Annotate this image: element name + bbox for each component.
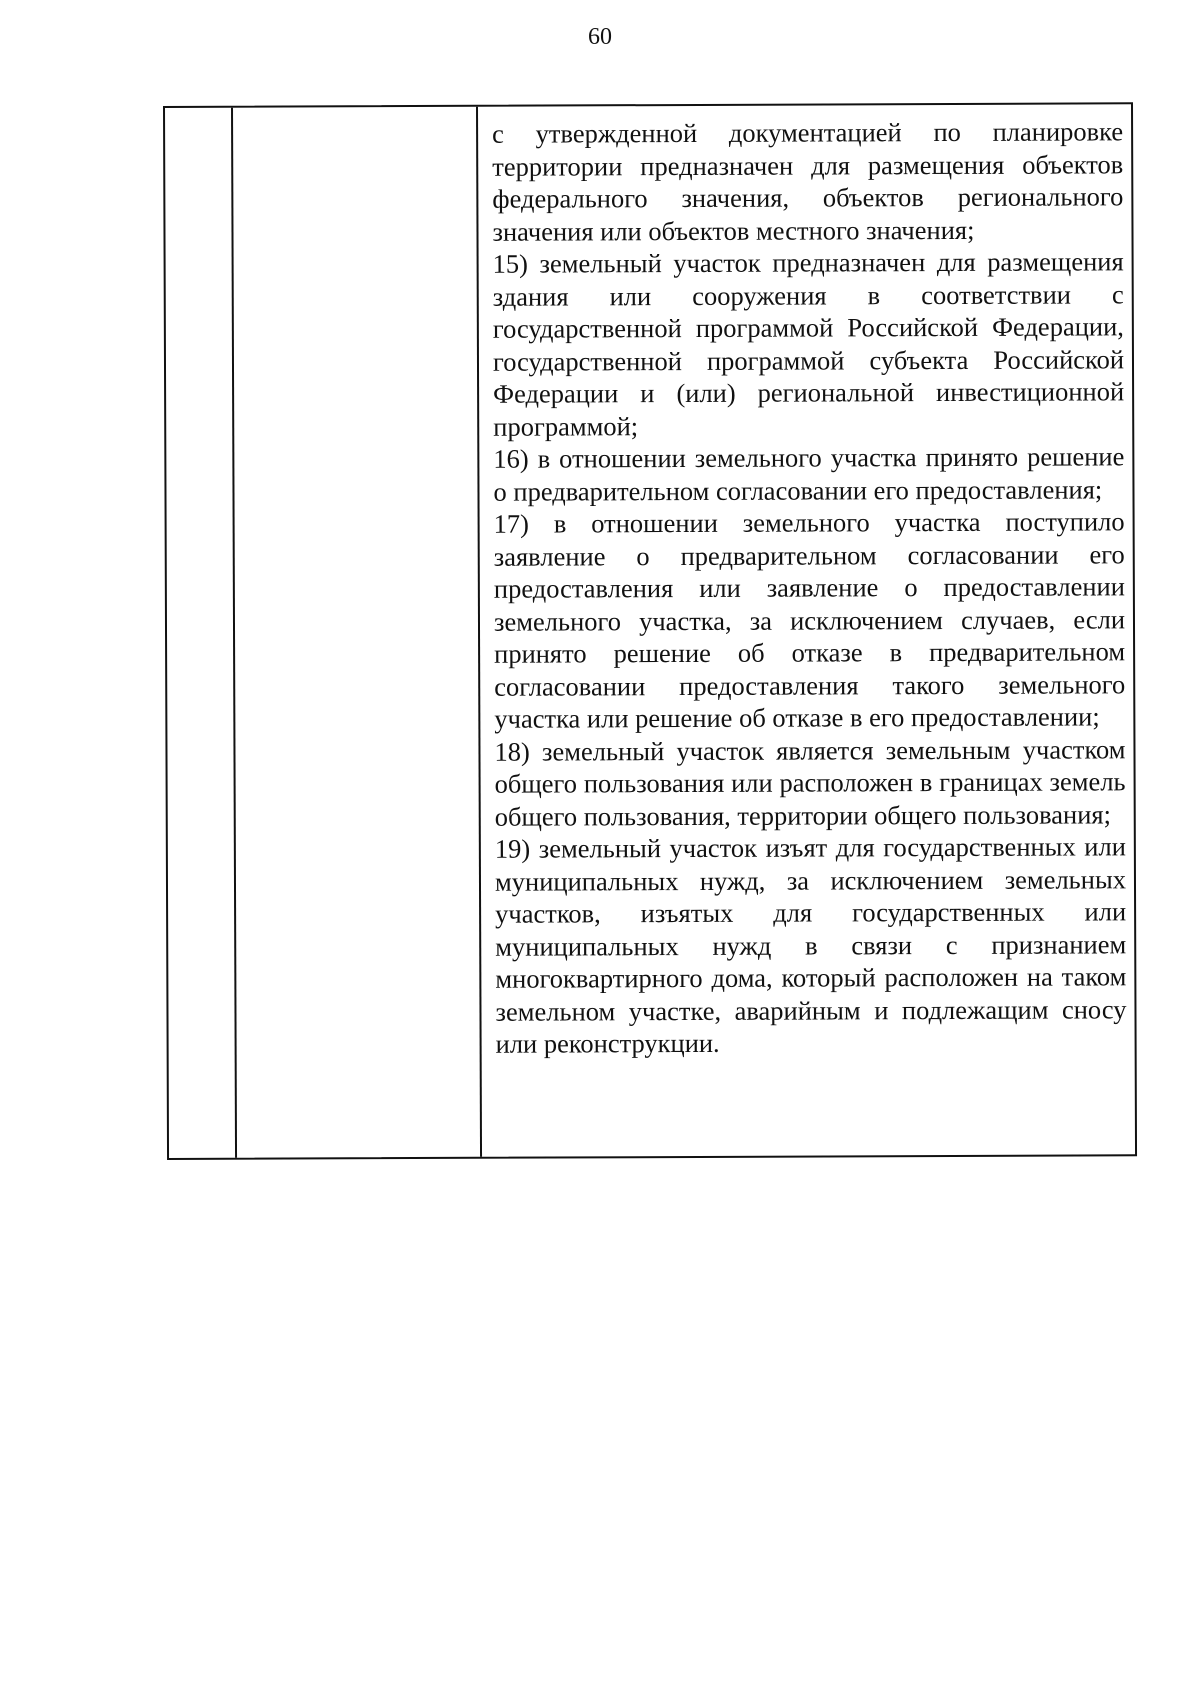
paragraph-item-19: 19) земельный участок изъят для государственных или муниципальных нужд, за исключением земельных участков, изъятых для государственных или муниципальных нужд в связи с признанием многоквартирного дома, который расположен на таком земельном участке, аварийным и подлежащим сносу или реконструкции. <box>494 831 1127 1059</box>
page-number: 60 <box>588 24 612 50</box>
paragraph-item-17: 17) в отношении земельного участка поступило заявление о предварительном согласовании его предоставления или заявление о предоставлении земельного участка, за исключением случаев, если принято решение об отказе в предварительном согласовании предоставления такого земельного участка или решение об отказе в его предоставлении; <box>493 506 1126 734</box>
paragraph-continuation: с утвержденной документацией по планировке территории предназначен для размещения объектов федерального значения, объектов регионального значения или объектов местного значения; <box>492 116 1124 247</box>
paragraph-item-18: 18) земельный участок является земельным участком общего пользования или расположен в границах земель общего пользования, территории общего пользования; <box>494 733 1126 832</box>
table-cell-number <box>165 108 237 1158</box>
paragraph-item-15: 15) земельный участок предназначен для размещения здания или сооружения в соответствии с государственной программой Российской Федерации, государственной программой субъекта Российской Федерации и (или) региональной инвестиционной программой; <box>492 246 1125 442</box>
table-cell-name <box>233 107 482 1158</box>
paragraph-item-16: 16) в отношении земельного участка принято решение о предварительном согласовании его предоставления; <box>493 441 1125 507</box>
document-table <box>163 102 1137 1160</box>
table-cell-text <box>478 104 1135 1156</box>
